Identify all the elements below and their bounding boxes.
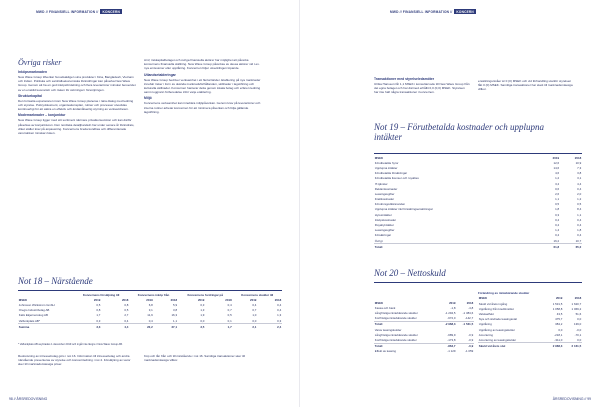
cell-value: 10,9 <box>575 160 582 165</box>
row-label: Amortering <box>478 332 493 337</box>
paragraph: ersättningsnivåer är 0 (0) MSEK och vid förhandling utanför styrelsen fått 0 (0) MSEK. Samtliga transaktioner har skett till marknadsmässiga villkor. <box>478 79 573 92</box>
paragraph: Koncernens verksamhet kan innebära miljöpåverkan. Genom krav på leverantörer och interna rutiner arbetar koncernen för att minimera påverkan och följa gällande lagstiftning. <box>144 101 261 114</box>
row-label: Summa <box>18 324 73 330</box>
row-label: Långfristiga räntebärande skulder <box>374 310 418 315</box>
cell-value: 1,0 <box>252 313 257 318</box>
cell-value: 0,4 <box>555 233 560 238</box>
row-label: Upplåning <box>478 322 492 327</box>
row-label: Effekt av leasing <box>374 349 396 354</box>
row-label: Totalt <box>374 343 439 349</box>
subheading: Utlandsetableringar <box>144 72 176 77</box>
row-label: Skuld vid årets ingång <box>478 301 508 306</box>
year-header: 2018 <box>466 300 474 305</box>
note-20-table-wrap <box>374 300 474 354</box>
cell-value: 0,5 <box>555 202 560 207</box>
row-label: Förvärvsgodkännanden <box>374 202 406 207</box>
cell-value: 65,2 <box>560 244 582 250</box>
cell-value: 1,2 <box>555 176 560 181</box>
cell-value: 10,7 <box>575 238 582 243</box>
right-header-tab: KONCERN <box>456 9 474 14</box>
cell-value: -1 059 <box>465 349 474 354</box>
cell-value: 0,5 <box>577 202 582 207</box>
right-header <box>390 9 476 14</box>
cell-value: -0,9 <box>468 337 474 342</box>
cell-value: -218,1 <box>554 332 563 337</box>
row-label: Långfristiga räntebärande skulder <box>374 332 418 337</box>
row-label: Förutbetalda försäkringar <box>374 171 408 176</box>
left-header <box>36 9 122 14</box>
cell-value: 2,0 <box>577 191 582 196</box>
cell-value: 2,6 <box>555 191 560 196</box>
cell-value: 0,0 <box>558 327 563 332</box>
cell-value: 2,4 <box>257 324 282 330</box>
row-label: Fraktkostnader <box>374 197 395 202</box>
paragraph: Redovisning av intressebolag görs i not 16. Information till intressebolag och andra närstående presenteras av styrelse och koncernledning i not 4. Försäljning av varor sker till marknadsmässiga priser. <box>18 354 131 367</box>
row-label: Kortfristiga räntebärande skulder <box>374 337 417 342</box>
cell-value: -0,0 <box>576 327 582 332</box>
year-header: 2018 <box>225 297 232 302</box>
table-label-header: MSEK <box>18 297 28 302</box>
col2-block-1 <box>144 73 262 95</box>
cell-value: 4,6 <box>555 171 560 176</box>
cell-value: 1,8 <box>555 207 560 212</box>
note-20-side-table-wrap <box>478 289 582 349</box>
col1-block-1 <box>18 94 136 112</box>
row-label: Oregio Industribolag AB <box>18 308 50 313</box>
cell-value: 1 069,2 <box>571 306 582 311</box>
row-label: Övrigt <box>374 238 383 243</box>
paragraph: Den fortsatta expansionen inom New Wave Group planeras i nära dialog med ledning och styrelse. Policydokument, organisationsplan, rutiner och processer utvecklas kontinuerligt för att säkra en effektiv och ändamålsenlig styrning av verksamheten. <box>18 98 134 112</box>
table-label-header: MSEK <box>478 296 488 301</box>
year-header: 2019 <box>93 297 101 302</box>
year-header: 2018 <box>121 297 129 302</box>
subheading: Miljö <box>144 96 152 101</box>
year-header: 2018 <box>574 296 582 301</box>
cell-value: 6,8 <box>148 302 153 307</box>
left-column-1 <box>18 58 136 137</box>
cell-value: 16,2 <box>553 238 560 243</box>
cell-value: 0,4 <box>555 217 560 222</box>
note-18-rule <box>18 290 282 291</box>
paragraph: Amf, riskkapitalbolaget och övriga finansiella aktörer har möjlighet att påverka koncernens finansiella ställning. New Wave Group påverkas av dessa aktörer vid t.ex. nya emissioner eller upplåning. Koncernen följer utvecklingen löpande. <box>144 58 260 71</box>
cell-value: 0,4 <box>277 302 282 307</box>
cell-value: 3,1 <box>577 176 582 181</box>
cell-value: -0,9 <box>456 343 474 349</box>
cell-value: -863,7 <box>439 343 457 349</box>
column-group-header: Koncernens skulder till <box>241 292 274 297</box>
note-18-text-left <box>18 354 136 369</box>
cell-value: 12,6 <box>553 160 560 165</box>
cell-value: 8,4 <box>577 207 582 212</box>
cell-value: 1,9 <box>200 313 205 318</box>
cell-value: 0,4 <box>252 302 257 307</box>
note-18-table-wrap <box>18 292 282 329</box>
section-title-ovriga-risker: Övriga risker <box>18 58 62 67</box>
cell-value: 0,7 <box>252 308 257 313</box>
cell-value: 0,4 <box>577 217 582 222</box>
cell-value: 0,5 <box>124 308 129 313</box>
year-header: 2019 <box>146 297 153 302</box>
cell-value: 27,1 <box>154 324 178 330</box>
right-header-text: MWD // FINANSIELL INFORMATION // <box>390 9 453 14</box>
cell-value: 0,4 <box>555 223 560 228</box>
cell-value: 0,0 <box>252 318 257 323</box>
row-label: IT-tjänster <box>374 181 388 186</box>
cell-value: 4,4 <box>101 324 129 330</box>
cell-value: 0,8 <box>124 302 129 307</box>
note-19-title: Not 19 – Förutbetalda kostnader och upplupna intäkter <box>374 122 544 142</box>
row-label: Förutbetalda licenser och royalties <box>374 176 419 181</box>
right-footer: ÅRSREDOVISNING // 99 <box>552 397 591 401</box>
row-label: Kassa och bank <box>374 305 396 310</box>
note-20-side-body <box>478 301 582 349</box>
subheading: Strukturkapital <box>18 93 42 98</box>
note-20-rule <box>374 282 582 283</box>
note-19-table-wrap <box>374 155 582 249</box>
cell-value: -173,8 <box>447 337 456 342</box>
cell-value: 0,4 <box>124 318 129 323</box>
transaktioner-block-2 <box>478 79 574 94</box>
cell-value: 2 161,5 <box>563 343 582 349</box>
note-18-body <box>18 302 282 329</box>
left-footer: 98 // ÅRSREDOVISNING <box>9 397 48 401</box>
cell-value: 0,3 <box>96 318 101 323</box>
col2-block-0 <box>144 58 262 71</box>
column-group-header: Koncernens fordringar på <box>187 292 223 297</box>
cell-value: 1,7 <box>96 313 101 318</box>
paragraph: Ulrika Hansson får 1,1 MSEK i konsultarvode till New Wave Group från det egna bolaget och har därmed erhållit 0,0 (0,0) MSEK. Styrelsen har inte haft några transaktioner i koncernen. <box>374 82 470 95</box>
table-row <box>18 324 282 330</box>
side-table-title: Förändring av räntebärande skulder <box>478 291 530 295</box>
cell-value: 0,0 <box>577 317 582 322</box>
note-18-footnote: * Valfunkplats AB avyttrades 1 december 2019 och ingår inte längre i New Wave Group AB. <box>18 343 123 346</box>
col1-block-2 <box>18 113 136 135</box>
cell-value: 1,4 <box>555 228 560 233</box>
row-label: Royaltyintäkter <box>374 223 394 228</box>
table-row <box>374 349 474 354</box>
cell-value: 2,1 <box>233 324 258 330</box>
row-label: Leasingavgifter <box>374 191 395 196</box>
cell-value: 0,4 <box>148 318 153 323</box>
cell-value: -1 531,5 <box>456 321 474 327</box>
row-label: Försäkringar <box>374 233 392 238</box>
cell-value: 7,3 <box>577 165 582 170</box>
cell-value: 3,8 <box>577 171 582 176</box>
cell-value: 1,1 <box>577 212 582 217</box>
cell-value: 139,0 <box>573 322 582 327</box>
cell-value: -0,9 <box>468 332 474 337</box>
col2-block-2 <box>144 96 262 114</box>
col1-block-0 <box>18 70 136 92</box>
cell-value: 3,8 <box>173 308 178 313</box>
paragraph: Köp och lån från och till närstående i not 16. Samtliga transaktioner sker till marknadsmässiga villkor. <box>144 354 245 363</box>
year-header: 2019 <box>555 296 563 301</box>
cell-value: -672,0 <box>447 316 456 321</box>
transaktioner-block <box>374 75 470 97</box>
row-label: Valfunkplats AB* <box>18 318 40 323</box>
subheading: Transaktioner med styrelseledamöter <box>374 77 435 81</box>
left-header-tab: KONCERN <box>102 9 120 14</box>
cell-value: 1,8 <box>577 228 582 233</box>
note-18-text-right <box>144 354 262 364</box>
cell-value: 61,8 <box>538 244 560 250</box>
row-label: Johnsson Wickstrom GmbH <box>18 302 55 307</box>
cell-value: 14,6 <box>553 165 560 170</box>
cell-value: 0,0 <box>577 337 582 342</box>
cell-value: 1,1 <box>173 318 178 323</box>
row-label: Amortering av leasingskulder <box>478 337 517 342</box>
row-label: Kalix Ekjernenskog AB <box>18 313 48 318</box>
note-19-body <box>374 160 582 249</box>
paragraph: New Wave Group bedriver verksamhet i ett flertal länder. Etablering på nya marknader innebär risker i form av okända marknadsförhållanden, skillnader i lagstiftning och kulturella skillnader. Koncernen hanterar detta genom lokala bolag och erfaren ledning samt noggrann förberedelse inför varje etablering. <box>144 77 261 95</box>
row-label: Hyresintäkter <box>374 212 392 217</box>
subheading: Modemarknader – konjunktur <box>18 113 66 118</box>
cell-value: 2,7 <box>124 313 129 318</box>
row-label: Upplåning av leasingskulder <box>478 327 515 332</box>
cell-value: -689,9 <box>447 332 456 337</box>
cell-value: 475,7 <box>555 317 563 322</box>
cell-value: 1,3 <box>200 308 205 313</box>
note-20-side-table <box>478 296 582 349</box>
cell-value: 1 058,8 <box>552 306 563 311</box>
cell-value: 1,1 <box>555 197 560 202</box>
row-label: Valutaeffekt <box>478 311 494 316</box>
cell-value: 384,2 <box>555 322 563 327</box>
note-19-table <box>374 155 582 249</box>
row-label: Förutbetalda hyror <box>374 160 399 165</box>
cell-value: 3,5 <box>178 324 205 330</box>
cell-value: 0,5 <box>96 302 101 307</box>
cell-value: -142,7 <box>465 316 474 321</box>
table-row <box>374 244 582 250</box>
cell-value: 0,4 <box>277 308 282 313</box>
cell-value: 1,7 <box>205 324 232 330</box>
cell-value: 0,4 <box>577 186 582 191</box>
cell-value: -4,8 <box>468 305 474 310</box>
cell-value: 0,4 <box>227 302 232 307</box>
row-label: Upplupna intäkter inkl försäkringsersättningar <box>374 207 433 212</box>
cell-value: 0,8 <box>96 308 101 313</box>
note-18-table <box>18 292 282 329</box>
cell-value: 16,3 <box>171 313 178 318</box>
row-label: Nya och ändrade leasingavtal <box>478 317 517 322</box>
row-label: Totalt <box>374 244 538 250</box>
table-label-header: MSEK <box>374 300 384 305</box>
right-page <box>300 0 600 407</box>
paragraph: New Wave Group ligger med sitt sortiment närmare privatkonsumtion och kan därför påverkas av konjunkturen. Den nordiska detaljhandeln har under senare år förändrats, vilket ställer krav på anpassning. Koncernens breda kundbas och differentierade varumärken minskar risken. <box>18 118 135 136</box>
paragraph: New Wave Group tillverkar huvudsakligen sina produkter i Kina, Bangladesh, Vietnam och Indien. Politiska och samhällsekonomiska förändringar kan påverka New Wave Group. Genom att ha en god inköpsfördelning och flera leverantörer minskar beroendet av en enskild leverantör och risken för störningar i försörjningen. <box>18 75 136 92</box>
cell-value: 43,5 <box>556 311 563 316</box>
row-label: Reklamkostnader <box>374 186 398 191</box>
cell-value: 11,9 <box>147 313 153 318</box>
cell-value: 0,5 <box>227 313 232 318</box>
year-header: 2018 <box>574 155 582 160</box>
year-header: 2019 <box>249 297 257 302</box>
table-label-header: MSEK <box>374 155 384 160</box>
year-header: 2018 <box>170 297 178 302</box>
row-label: Totalt <box>374 321 439 327</box>
cell-value: -1 129 <box>447 349 456 354</box>
row-label: Kortfristiga räntebärande skulder <box>374 316 417 321</box>
year-header: 2019 <box>449 300 456 305</box>
cell-value: 0,0 <box>200 318 205 323</box>
cell-value: 3,4 <box>555 181 560 186</box>
cell-value: 51,6 <box>575 311 582 316</box>
note-18-title: Not 18 – Närstående <box>18 276 93 286</box>
row-label: Upplåning från kreditinstitut <box>478 306 514 311</box>
year-header: 2018 <box>274 297 282 302</box>
cell-value: 0,1 <box>227 318 232 323</box>
row-label: Varav leasingskulder <box>374 327 402 332</box>
cell-value: 4,4 <box>577 181 582 186</box>
year-header: 2019 <box>197 297 205 302</box>
cell-value: 0,4 <box>577 233 582 238</box>
cell-value: 5,9 <box>173 302 178 307</box>
row-label: Skuld vid årets slut <box>478 343 544 349</box>
cell-value: 3,3 <box>73 324 101 330</box>
row-label: Inköpskostnader <box>374 217 397 222</box>
note-20-body <box>374 305 474 354</box>
cell-value: 2 968,3 <box>544 343 563 349</box>
note-20-title: Not 20 – Nettoskuld <box>374 268 446 278</box>
cell-value: -70,1 <box>574 332 582 337</box>
cell-value: 0,3 <box>200 302 205 307</box>
cell-value: 0,3 <box>277 318 282 323</box>
cell-value: 1,2 <box>577 197 582 202</box>
cell-value: 22,2 <box>129 324 153 330</box>
cell-value: 3,1 <box>148 308 153 313</box>
column-group-header: Koncernens försäljning till <box>82 292 120 297</box>
cell-value: -1 294,5 <box>444 310 456 315</box>
note-20-table <box>374 300 474 354</box>
cell-value: 0,6 <box>555 186 560 191</box>
note-19-rule <box>374 153 582 154</box>
cell-value: -1,8 <box>450 305 456 310</box>
cell-value: 0,4 <box>577 223 582 228</box>
subheading: Inköpsmarknaden <box>18 70 48 74</box>
left-header-text: MWD // FINANSIELL INFORMATION // <box>36 9 99 14</box>
cell-value: 0,7 <box>227 308 232 313</box>
cell-value: -2 968,3 <box>439 321 457 327</box>
table-row <box>478 343 582 349</box>
column-group-header: Koncernens inköp från <box>137 292 170 297</box>
row-label: Leasingavgifter <box>374 228 395 233</box>
year-header: 2019 <box>552 155 560 160</box>
left-column-2 <box>144 58 262 116</box>
cell-value: 1,3 <box>277 313 282 318</box>
cell-value: -311,0 <box>554 337 563 342</box>
row-label: Upplupna intäkter <box>374 165 398 170</box>
cell-value: -1 384,6 <box>462 310 474 315</box>
cell-value: 0,3 <box>555 212 560 217</box>
cell-value: 1 620,7 <box>571 301 582 306</box>
cell-value: 1 531,5 <box>552 301 563 306</box>
